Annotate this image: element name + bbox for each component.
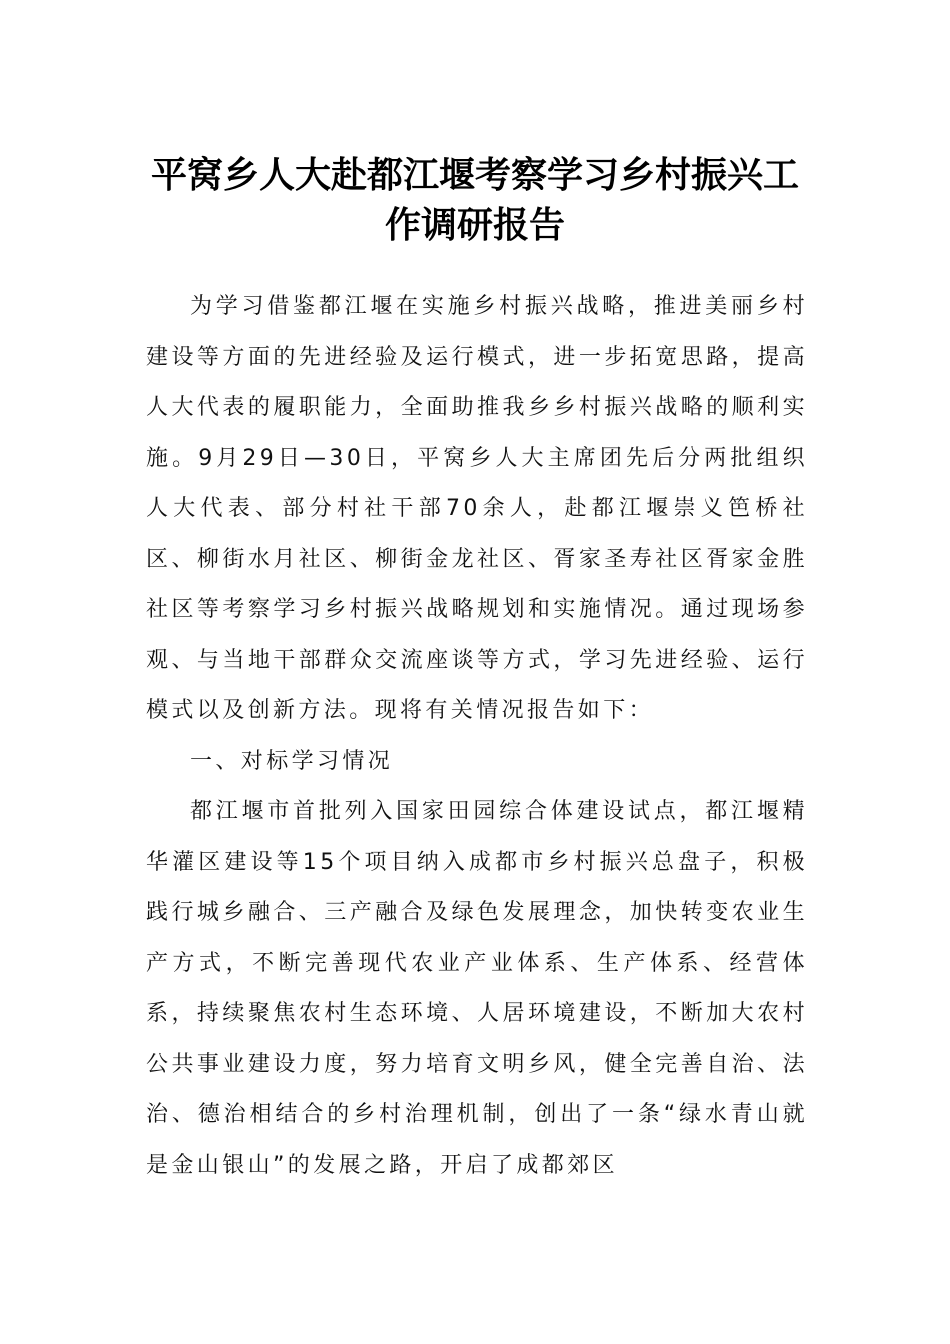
section-paragraph: 都江堰市首批列入国家田园综合体建设试点，都江堰精华灌区建设等15个项目纳入成都市乡村振兴总盘子，积极践行城乡融合、三产融合及绿色发展理念，加快转变农业生产方式，不断完善现代农业产业体系、生产体系、经营体系，持续聚焦农村生态环境、人居环境建设，不断加大农村公共事业建设力度，努力培育文明乡风，健全完善自治、法治、德治相结合的乡村治理机制，创出了一条“绿水青山就是金山银山”的发展之路，开启了成都郊区 [146,799,808,1178]
section-heading: 一、对标学习情况 [190,748,394,774]
document-body [146,282,808,1191]
intro-paragraph: 为学习借鉴都江堰在实施乡村振兴战略，推进美丽乡村建设等方面的先进经验及运行模式，进一步拓宽思路，提高人大代表的履职能力，全面助推我乡乡村振兴战略的顺利实施。9月29日—30日，平窝乡人大主席团先后分两批组织人大代表、部分村社干部70余人，赴都江堰崇义笆桥社区、柳街水月社区、柳街金龙社区、胥家圣寿社区胥家金胜社区等考察学习乡村振兴战略规划和实施情况。通过现场参观、与当地干部群众交流座谈等方式，学习先进经验、运行模式以及创新方法。现将有关情况报告如下： [146,294,808,723]
document-title: 平窝乡人大赴都江堰考察学习乡村振兴工作调研报告 [150,154,799,246]
